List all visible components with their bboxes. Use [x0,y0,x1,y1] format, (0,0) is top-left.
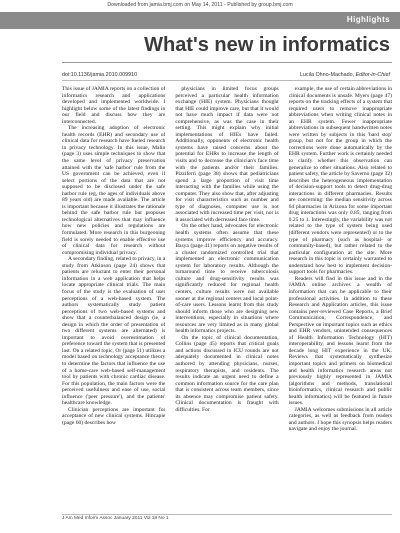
title-divider [62,62,392,63]
paragraph: physicians in limited focus groups perceived a particular health information exchange (HIE) system. Physicians thought that HIE could improve care, but that it would not have much impact if data were not comprehensive, as was the case in their setting. This might explain why initial implementations of HIEs have failed. Additionally, opponents of electronic health systems have raised concerns about the potential for EHRs to increase the length of visits and to decrease the clinician's face time with the patients and/or their families. Pizziferri (page 38) shows that pediatricians spend a large proportion of visit time interacting with the families while using the computer. They also show that, after adjusting for visit characteristics such as number and type of diagnoses, computer use is not associated with increased time per visit, nor is it associated with decreased face time. [175,86,279,223]
page-title: What's new in informatics [144,34,390,56]
paragraph: Clinician perceptions are important for acceptance of new clinical systems. Hincapie (page 60) describes how [62,406,166,426]
article-body [62,86,392,516]
section-header-bar [0,12,400,29]
author-name: Lucila Ohno-Machado, [299,72,355,78]
text-column-1 [62,86,165,516]
paragraph: This issue of JAMIA reports on a collection of informatics research and applications developed and implemented worldwide. I highlight below some of the latest findings in our field and discuss how they are interconnected. [62,86,166,125]
author-role: Editor-in-Chief [355,72,390,78]
paragraph: On the other hand, advocates for electronic health systems often assume that these systems improve efficiency and accuracy. Basya (page 41) reports on negative results of a cluster randomized controlled trial that implemented an electronic communication system for laboratory results. Although the turnaround time to receive tuberculosis culture and drug-sensitivity results was significantly reduced for regional health centers, culture results were not available sooner at the regional centers and local point-of-care users. Lessons learnt from this study should inform those who are designing new interventions, especially in situations where resources are very limited as in many global health informatics projects. [175,223,279,335]
journal-footer: J Am Med Inform Assoc January 2011 Vol 18 No 1 [62,516,169,521]
footer-divider [62,514,392,515]
text-column-2 [175,86,278,516]
doi-line: doi:10.1136/jamia.2010.009910 [62,72,138,78]
download-banner: Downloaded from jamia.bmj.com on May 14, 2011 - Published by group.bmj.com [107,2,293,8]
text-column-3 [289,86,392,516]
section-label: Highlights [346,15,390,24]
doi-divider [62,80,392,81]
left-margin [0,86,52,516]
paragraph: Readers will find in this issue and in the JAMIA online archives a wealth of information that can be applicable to their professional activities. In addition to these Research and Application articles, this issue contains peer-reviewed Case Reports, a Brief Communication, Correspondence, and Perspective on important topics such as ethics and EHR vendors, unintended consequences of Health Information Technology (HIT) interoperability, and lessons learnt from the decade long HIT experience in the UK. Reviews that systematically synthesize important topics and primers on biomedical and health informatics research areas not previously highly represented in JAMIA (algorithms and methods, translational bioinformatics, clinical research and public health informatics) will be featured in future issues. [288,275,392,407]
author-line [300,72,390,78]
paragraph: On the topic of clinical documentation, Collins (page 45) reports that critical goals and actions discussed in ICU rounds are not adequately documented in clinical notes authored by attending physicians, nurses, respiratory therapists, and residents. The results indicate an urgent need to define a common information source for the care plan that is consistent across team members, since its absence may compromise patient safety. Clinical documentation is fraught with difficulties. For [175,334,279,413]
paragraph: The increasing adoption of electronic health records (EHR) and secondary use of clinical data for research have fueled research in privacy technology. In this issue, Malin (page 3) uses simple techniques to show that the same level of privacy preservation attained with the 'safe harbor' rule from the US government can be achieved, even if select portions of the data that are not supposed to be disclosed under the safe harbor rule (eg, the ages of individuals above 89 years old) are made available. The article is important because it illustrates the rationale behind the safe harbor rule but proposes technological alternatives that may influence how new policies and regulations are formulated. More research in this burgeoning field is sorely needed to enable effective use of clinical data for research without compromising individual privacy. [62,125,166,256]
paragraph: example, the use of certain abbreviations in clinical documents is unsafe. Myers (page 47) reports on the tracking effects of a system that required users to remove inappropriate abbreviations when writing clinical notes in an EHR system. Fewer inappropriate abbreviations in subsequent handwritten notes were written by subjects in this 'hard stop' group, but not for the group in which the corrections were done automatically by the EHR system. Further work is certainly needed to clarify whether this observation can generalize to other situations. Also related to patient safety, the article by Saverno (page 32) describes the heterogeneous implementation of decision-support tools to detect drug-drug interactions in different pharmacies. Results are concerning: the median sensitivity across 64 pharmacies in Arizona for some important drug interactions was only 0.85, ranging from 0.25 to 1. Interestingly, the variability was not related to the type of system being used (different vendors were represented) or to the type of pharmacy (such as hospital- or community-based), but rather related to the particular configuration at the site. More research in this topic is certainly warranted to understand how best to implement decision-support tools for pharmacies. [288,86,392,276]
paragraph: A secondary finding, related to privacy, in a study from Atkinson (page 24) shows that patients are reluctant to enter their personal information in a web application that helps locate appropriate clinical trials. The main focus of the study is the evaluation of user perceptions of a web-based system. The authors systematically study patient perceptions of two web-based systems and show that a counterbalanced design (ie, a design in which the order of presentation of two different systems are alternated) is important to avoid overestimation of preference toward the system that is presented last. On a related topic, Or (page 51) utilizes a model based on technology acceptance theory to determine the factors that influence the use of a home-care web-based self-management tool by patients with chronic cardiac disease. For this population, the main factors were the perceived usefulness and ease of use, social influence ('peer pressure'), and the patients' healthcare knowledge. [62,256,166,407]
paragraph: JAMIA welcomes submissions in all article categories, as well as feedback from readers and authors. I hope this synopsis helps readers navigate and enjoy the journal. [288,406,392,433]
